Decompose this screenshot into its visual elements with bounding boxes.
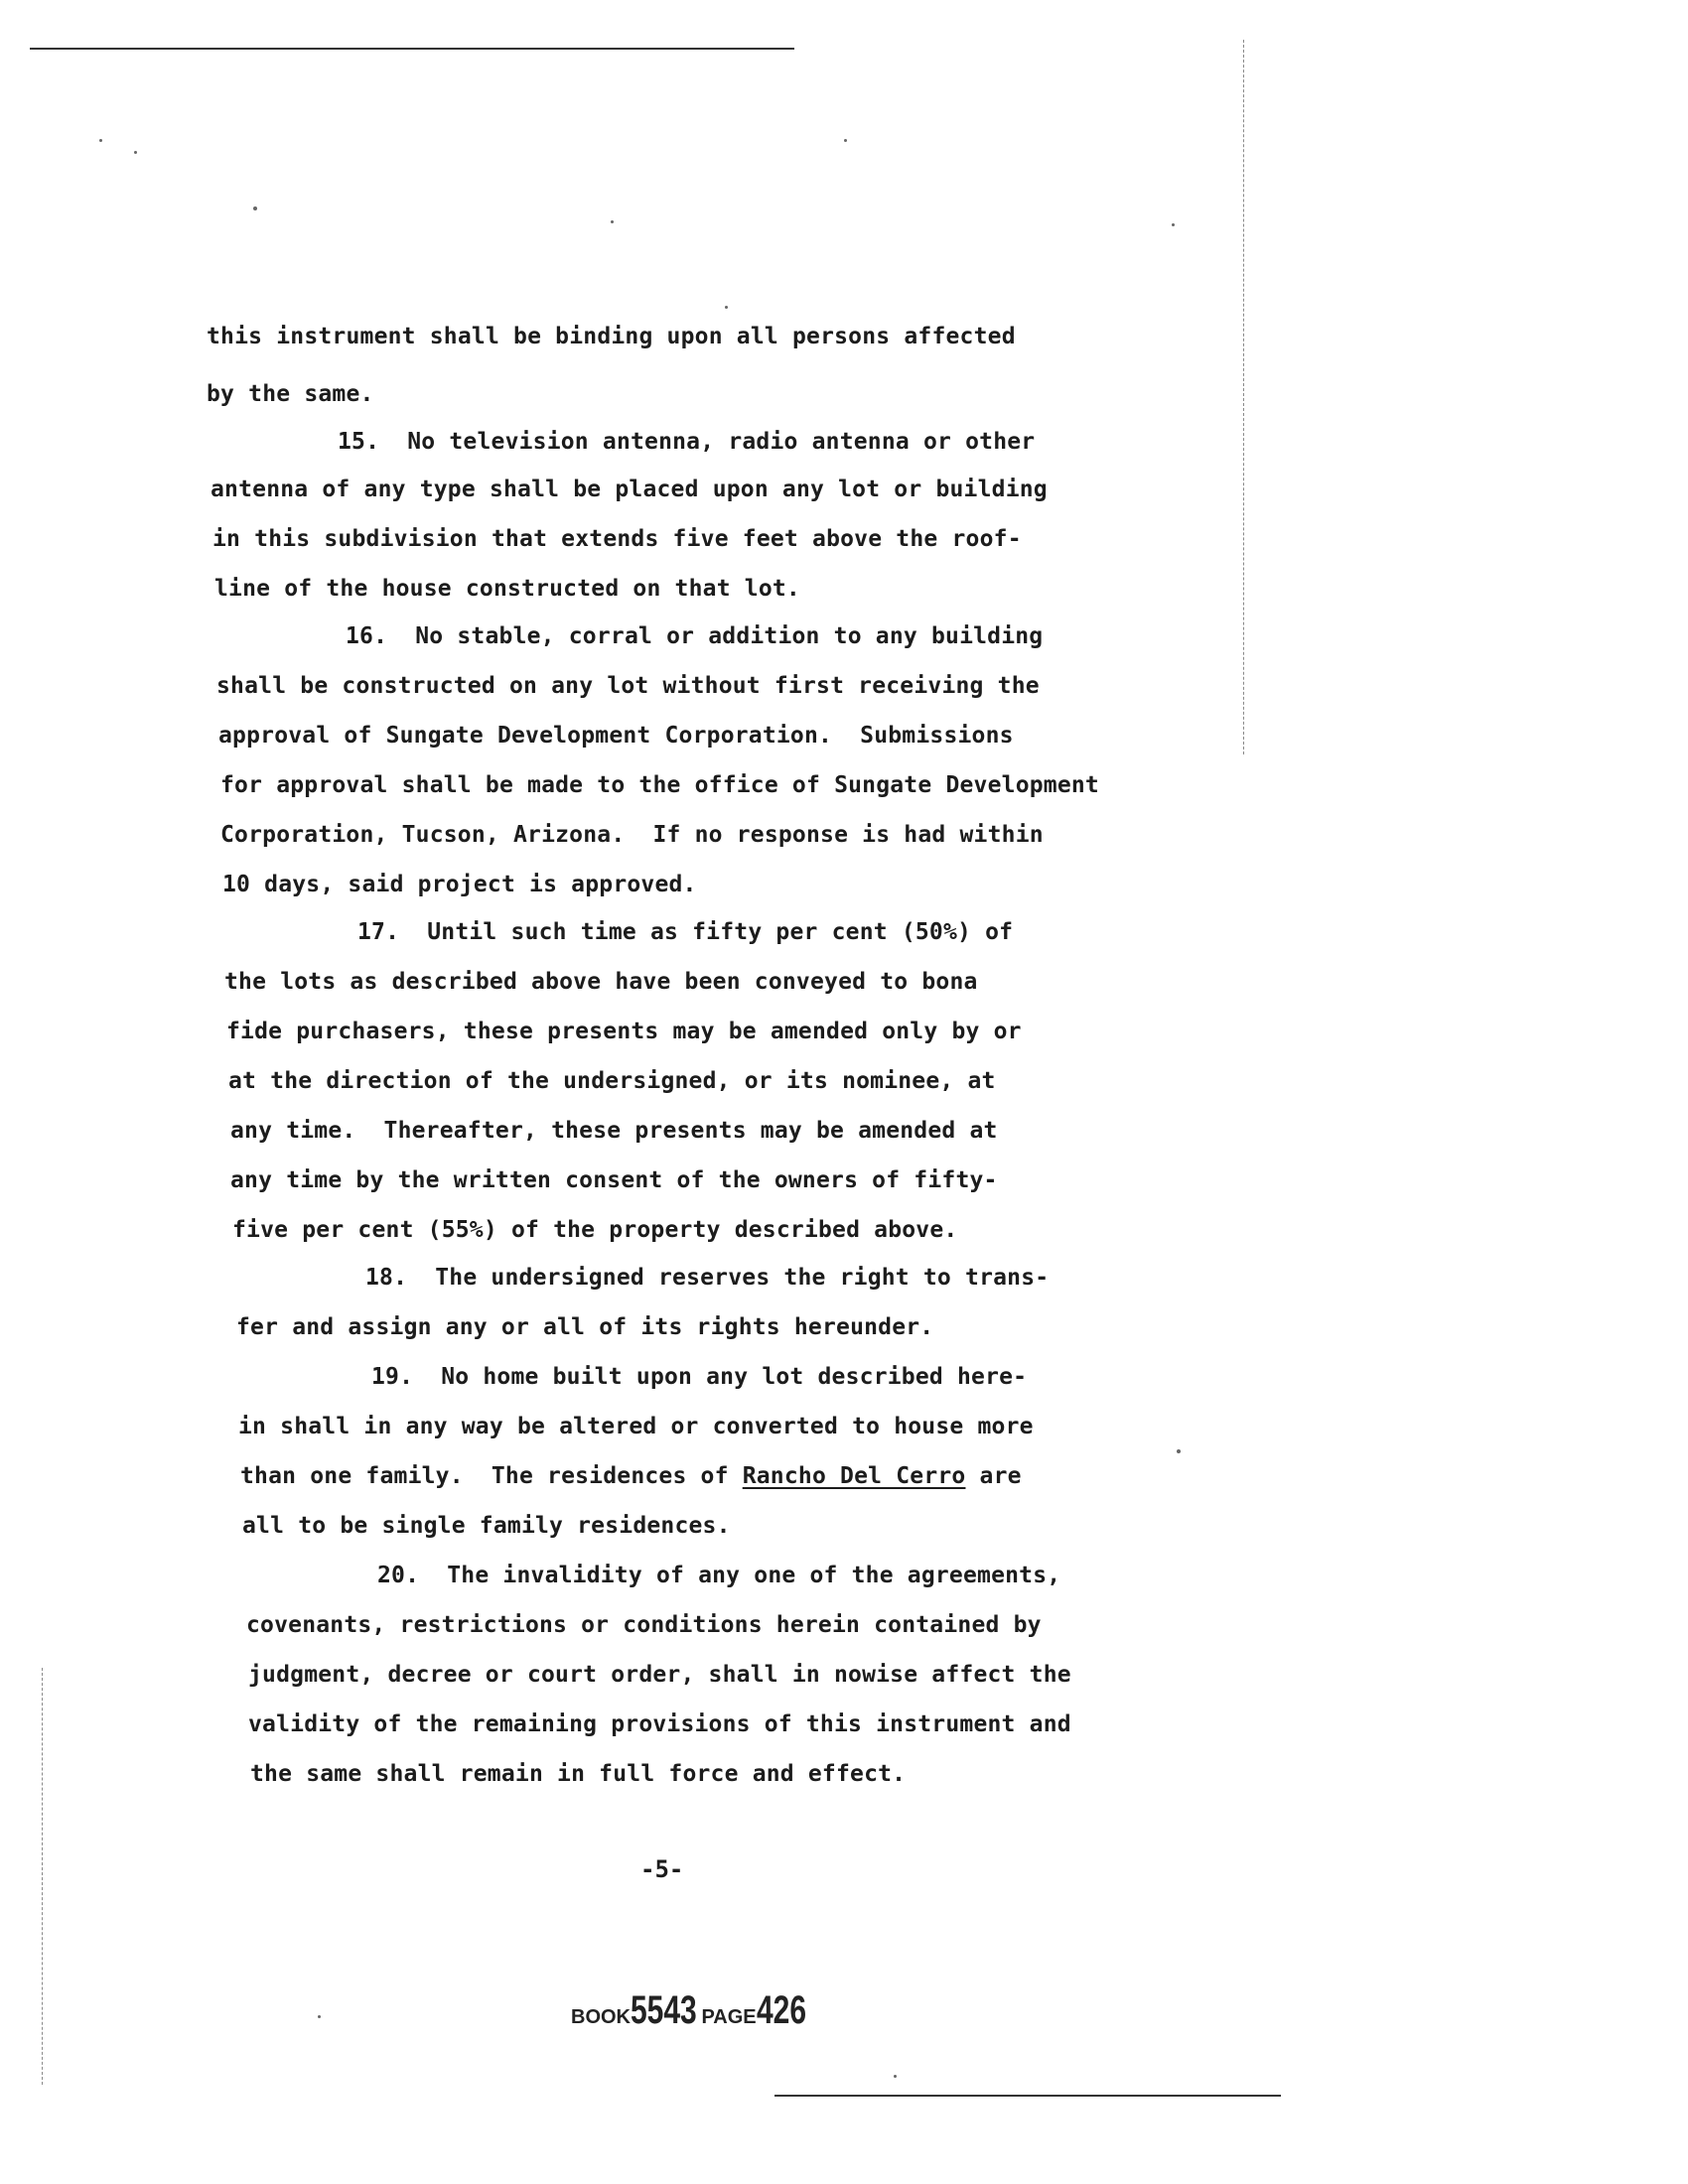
text-line: in this subdivision that extends five feet above the roof- [212, 526, 1022, 552]
scan-speck [318, 2015, 321, 2018]
bottom-rule [774, 2095, 1281, 2097]
text-line: judgment, decree or court order, shall in nowise affect the [248, 1662, 1071, 1688]
paragraph-17-start: 17. Until such time as fifty per cent (50%) of [357, 919, 1014, 945]
scan-speck [253, 206, 257, 210]
scan-speck [611, 220, 614, 223]
top-rule [30, 48, 794, 50]
book-page-reference [571, 1985, 806, 2044]
text-line: this instrument shall be binding upon all persons affected [207, 324, 1016, 349]
text-line: any time. Thereafter, these presents may be amended at [230, 1118, 998, 1144]
text-line: 10 days, said project is approved. [222, 872, 697, 897]
text-line: Corporation, Tucson, Arizona. If no response is had within [220, 822, 1044, 848]
text-line: fide purchasers, these presents may be amended only by or [226, 1019, 1022, 1044]
scan-speck [134, 151, 137, 154]
text-line: covenants, restrictions or conditions herein contained by [246, 1612, 1042, 1638]
text-line: in shall in any way be altered or converted to house more [238, 1414, 1034, 1439]
text-line: the same shall remain in full force and effect. [250, 1761, 907, 1787]
page-label: PAGE [701, 2006, 757, 2028]
text-line: approval of Sungate Development Corporation. Submissions [218, 723, 1014, 749]
underlined-subdivision-name: Rancho Del Cerro [742, 1463, 966, 1489]
paragraph-16-start: 16. No stable, corral or addition to any building [346, 623, 1044, 649]
text-line: shall be constructed on any lot without first receiving the [216, 673, 1040, 699]
text-line: the lots as described above have been conveyed to bona [224, 969, 978, 995]
scan-speck [725, 306, 728, 309]
text-segment: than one family. The residences of [240, 1463, 743, 1489]
scan-speck [844, 139, 847, 142]
paragraph-19-start: 19. No home built upon any lot described here- [371, 1364, 1028, 1390]
text-segment: are [965, 1463, 1022, 1489]
text-line: any time by the written consent of the owners of fifty- [230, 1167, 998, 1193]
paragraph-15-start: 15. No television antenna, radio antenna or other [338, 429, 1036, 455]
scan-speck [1172, 223, 1175, 226]
scan-speck [894, 2075, 897, 2078]
book-label: BOOK [571, 2006, 631, 2028]
text-line: all to be single family residences. [242, 1513, 731, 1539]
page-number: -5- [640, 1855, 684, 1883]
scan-speck [1177, 1449, 1181, 1453]
text-line: for approval shall be made to the office of Sungate Development [220, 772, 1099, 798]
scan-edge-left [42, 1668, 43, 2085]
book-number: 5543 [631, 1988, 697, 2032]
scan-edge-right [1243, 40, 1244, 754]
text-line: five per cent (55%) of the property described above. [232, 1217, 958, 1243]
text-line: antenna of any type shall be placed upon any lot or building [211, 477, 1048, 502]
scan-speck [99, 139, 102, 142]
text-line: at the direction of the undersigned, or its nominee, at [228, 1068, 996, 1094]
text-line: validity of the remaining provisions of this instrument and [248, 1711, 1071, 1737]
paragraph-20-start: 20. The invalidity of any one of the agreements, [377, 1563, 1061, 1588]
text-line: by the same. [207, 381, 374, 407]
page-ref-number: 426 [756, 1988, 806, 2032]
text-line: fer and assign any or all of its rights hereunder. [236, 1314, 934, 1340]
text-line: line of the house constructed on that lot. [214, 576, 800, 602]
paragraph-18-start: 18. The undersigned reserves the right to trans- [365, 1265, 1050, 1291]
text-line [240, 1461, 1022, 1491]
